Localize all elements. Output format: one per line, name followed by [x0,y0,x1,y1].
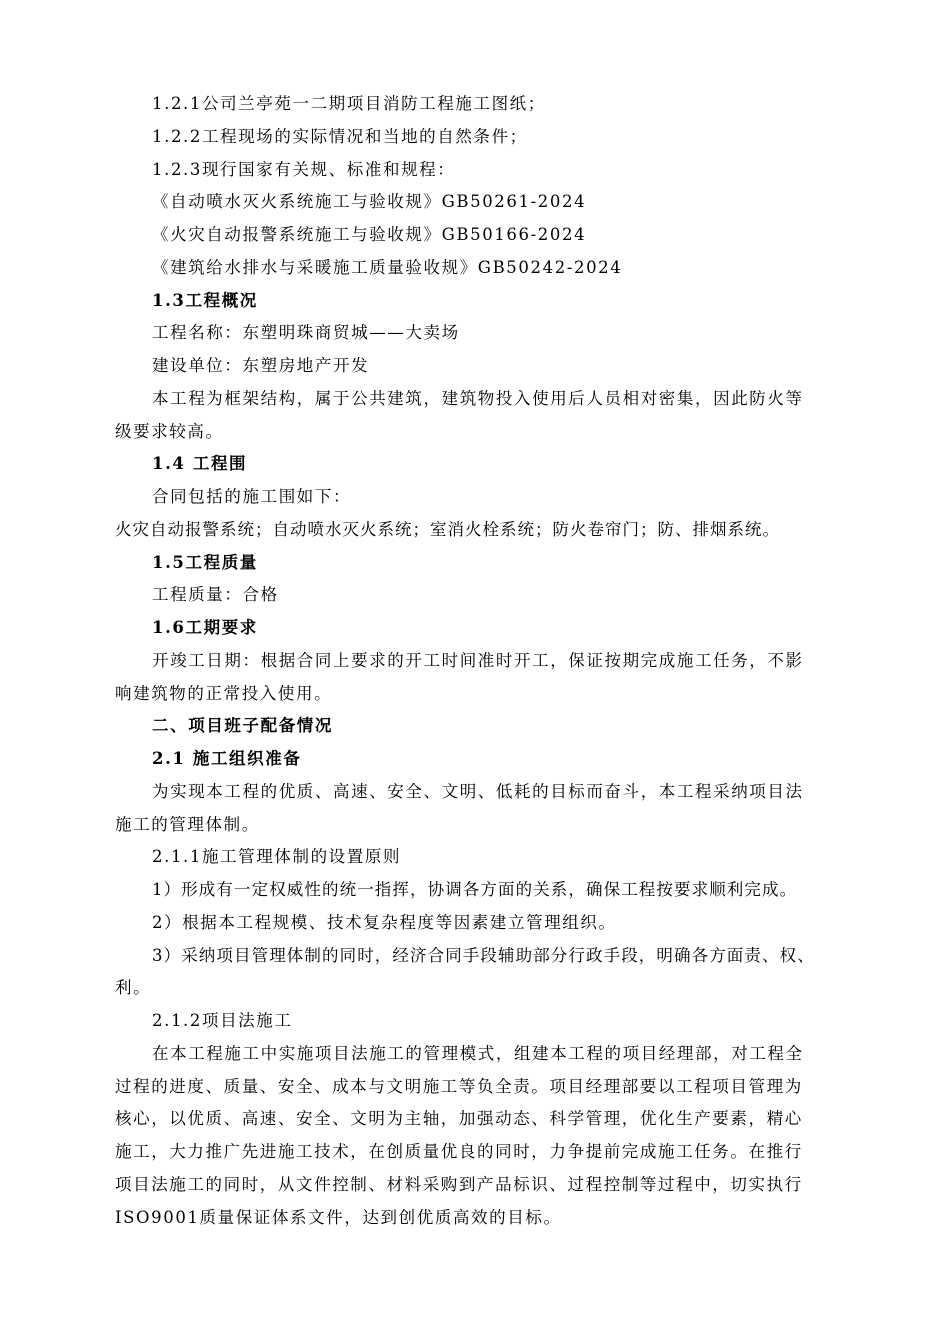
scope-list: 火灾自动报警系统；自动喷水灭火系统；室消火栓系统；防火卷帘门；防、排烟系统。 [115,520,780,539]
heading-2-1-1: 2.1.1施工管理体制的设置原则 [152,847,402,866]
schedule-para-l2: 响建筑物的正常投入使用。 [115,684,333,703]
method-para-l2: 过程的进度、质量、安全、成本与文明施工等负全责。项目经理部要以工程项目管理为 [115,1077,803,1096]
standard-gb50242: 《建筑给水排水与采暖施工质量验收规》GB50242-2024 [152,258,623,277]
heading-1-3: 1.3工程概况 [152,291,258,310]
heading-section-2: 二、项目班子配备情况 [152,716,333,735]
method-para-l6: ISO9001质量保证体系文件，达到创优质高效的目标。 [115,1208,562,1227]
heading-1-5: 1.5工程质量 [152,553,258,572]
org-para-l2: 施工的管理体制。 [115,815,260,834]
principle-2: 2）根据本工程规模、技术复杂程度等因素建立管理组织。 [152,913,617,932]
clause-1-2-1: 1.2.1公司兰亭苑一二期项目消防工程施工图纸； [152,94,546,113]
method-para-l5: 项目法施工的同时，从文件控制、材料采购到产品标识、过程控制等过程中，切实执行 [115,1175,803,1194]
standard-gb50261: 《自动喷水灭火系统施工与验收规》GB50261-2024 [152,192,587,211]
principle-3-l2: 利。 [115,978,152,997]
standard-gb50166: 《火灾自动报警系统施工与验收规》GB50166-2024 [152,225,587,244]
principle-1: 1）形成有一定权威性的统一指挥，协调各方面的关系，确保工程按要求顺利完成。 [152,880,798,899]
quality-text: 工程质量：合格 [152,585,279,604]
scope-intro: 合同包括的施工围如下： [152,487,352,506]
clause-1-2-3: 1.2.3现行国家有关规、标准和规程： [152,160,456,179]
overview-para-l2: 级要求较高。 [115,422,224,441]
schedule-para-l1: 开竣工日期：根据合同上要求的开工时间准时开工，保证按期完成施工任务，不影 [152,651,804,670]
heading-2-1: 2.1 施工组织准备 [152,749,302,768]
principle-3-l1: 3）采纳项目管理体制的同时，经济合同手段辅助部分行政手段，明确各方面责、权、 [152,946,815,965]
construction-unit: 建设单位：东塑房地产开发 [152,356,370,375]
method-para-l3: 核心，以优质、高速、安全、文明为主轴，加强动态、科学管理，优化生产要素，精心 [115,1109,803,1128]
org-para-l1: 为实现本工程的优质、高速、安全、文明、低耗的目标而奋斗，本工程采纳项目法 [152,782,804,801]
overview-para-l1: 本工程为框架结构，属于公共建筑，建筑物投入使用后人员相对密集，因此防火等 [152,389,804,408]
heading-1-4: 1.4 工程围 [152,454,248,473]
project-name: 工程名称：东塑明珠商贸城——大卖场 [152,323,460,342]
method-para-l4: 施工，大力推广先进施工技术，在创质量优良的同时，力争提前完成施工任务。在推行 [115,1142,803,1161]
clause-1-2-2: 1.2.2工程现场的实际情况和当地的自然条件； [152,127,528,146]
method-para-l1: 在本工程施工中实施项目法施工的管理模式，组建本工程的项目经理部，对工程全 [152,1044,804,1063]
heading-1-6: 1.6工期要求 [152,618,258,637]
heading-2-1-2: 2.1.2项目法施工 [152,1011,293,1030]
